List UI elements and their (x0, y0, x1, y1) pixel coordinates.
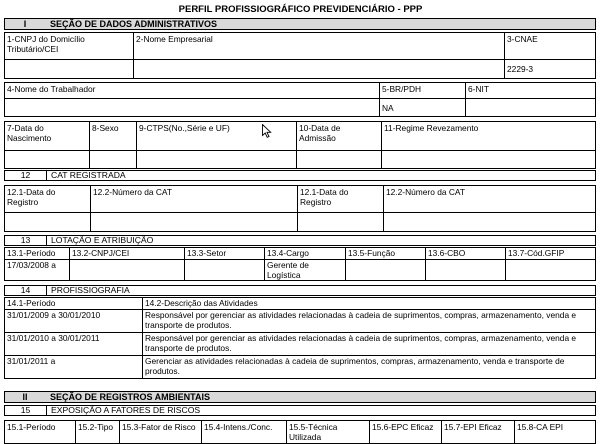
exposicao-label: EXPOSIÇÃO A FATORES DE RISCOS (51, 405, 201, 415)
prof-row-2-descricao: Responsável por gerenciar as atividades relacionadas à cadeia de suprimentos, compras, armazenamento, venda e transporte de produtos. (142, 332, 596, 356)
cat-data-registro-1-value[interactable] (4, 212, 91, 232)
lotacao-label: LOTAÇÃO E ATRIBUIÇÃO (51, 235, 154, 245)
exposicao-col-fator-risco: 15.3-Fator de Risco (119, 420, 202, 444)
section-1-header (4, 18, 596, 30)
ctps-value[interactable] (136, 150, 297, 169)
document-title: PERFIL PROFISSIOGRÁFICO PREVIDENCIÁRIO - PPP (178, 4, 423, 15)
section-1-number: I (23, 19, 27, 29)
data-nascimento-label: 7-Data do Nascimento (4, 121, 90, 151)
cat-data-registro-1-label: 12.1-Data do Registro (4, 185, 91, 213)
lotacao-col-setor: 13.3-Setor (184, 247, 265, 260)
mouse-cursor-icon (262, 124, 272, 138)
section-1-label: SEÇÃO DE DADOS ADMINISTRATIVOS (50, 19, 218, 29)
nome-empresarial-label: 2-Nome Empresarial (133, 32, 505, 60)
prof-row-1-descricao: Responsável por gerenciar as atividades relacionadas à cadeia de suprimentos, compras, armazenamento, venda e transporte de produtos. (142, 309, 596, 333)
data-admissao-value[interactable] (296, 150, 382, 169)
lotacao-gfip-value[interactable] (505, 259, 596, 281)
nit-label: 6-NIT (465, 82, 596, 99)
lotacao-col-gfip: 13.7-Cód.GFIP (505, 247, 596, 260)
cat-number: 12 (5, 171, 47, 180)
prof-row-1-periodo: 31/01/2009 a 30/01/2010 (4, 309, 143, 333)
lotacao-cbo-value[interactable] (425, 259, 506, 281)
section-2-label: SEÇÃO DE REGISTROS AMBIENTAIS (50, 392, 211, 402)
br-pdh-label: 5-BR/PDH (379, 82, 466, 99)
prof-col-periodo: 14.1-Período (4, 297, 143, 310)
lotacao-col-periodo: 13.1-Período (4, 247, 70, 260)
regime-revezamento-value[interactable] (381, 150, 596, 169)
profissiografia-header (4, 285, 596, 296)
cat-data-registro-2-label: 12.1-Data do Registro (297, 185, 384, 213)
profissiografia-label: PROFISSIOGRAFIA (51, 285, 130, 295)
exposicao-col-tecnica: 15.5-Técnica Utilizada (286, 420, 370, 444)
exposicao-col-tipo: 15.2-Tipo (75, 420, 120, 444)
lotacao-header (4, 235, 596, 246)
cat-numero-2-label: 12.2-Número da CAT (383, 185, 596, 213)
cat-data-registro-2-value[interactable] (297, 212, 384, 232)
prof-row-3-periodo: 31/01/2011 a (4, 355, 143, 379)
cat-header (4, 170, 596, 181)
exposicao-col-epc: 15.6-EPC Eficaz (369, 420, 442, 444)
nome-trabalhador-label: 4-Nome do Trabalhador (4, 82, 380, 99)
data-nascimento-value[interactable] (4, 150, 90, 169)
sexo-label: 8-Sexo (89, 121, 137, 151)
exposicao-header (4, 405, 596, 416)
nome-trabalhador-value[interactable] (4, 98, 380, 117)
regime-revezamento-label: 11-Regime Revezamento (381, 121, 596, 151)
ctps-label: 9-CTPS(No.,Série e UF) (136, 121, 297, 151)
lotacao-periodo-value: 17/03/2008 a (4, 259, 70, 281)
lotacao-cargo-value: Gerente de Logística (264, 259, 346, 281)
exposicao-col-ca-epi: 15.8-CA EPI (514, 420, 596, 444)
lotacao-col-funcao: 13.5-Função (345, 247, 426, 260)
lotacao-col-cargo: 13.4-Cargo (264, 247, 346, 260)
exposicao-col-intensidade: 15.4-Intens./Conc. (201, 420, 287, 444)
prof-row-2-periodo: 31/01/2010 a 30/01/2011 (4, 332, 143, 356)
section-2-number: II (22, 392, 28, 402)
prof-row-3-descricao: Gerenciar as atividades relacionadas à cadeia de suprimentos, compras, armazenamento, venda e transporte de produtos. (142, 355, 596, 379)
br-pdh-value: NA (379, 98, 466, 117)
lotacao-number: 13 (5, 236, 47, 245)
nome-empresarial-value[interactable] (133, 59, 505, 79)
nit-value[interactable] (465, 98, 596, 117)
cat-label: CAT REGISTRADA (51, 170, 126, 180)
cat-numero-1-label: 12.2-Número da CAT (90, 185, 298, 213)
exposicao-number: 15 (5, 406, 47, 415)
exposicao-col-epi: 15.7-EPI Eficaz (441, 420, 515, 444)
cnae-label: 3-CNAE (504, 32, 596, 60)
cat-numero-2-value[interactable] (383, 212, 596, 232)
cnpj-value[interactable] (4, 59, 134, 79)
lotacao-setor-value[interactable] (184, 259, 265, 281)
cnae-value: 2229-3 (504, 59, 596, 79)
lotacao-cnpj-value[interactable] (69, 259, 185, 281)
cnpj-label: 1-CNPJ do Domicílio Tributário/CEI (4, 32, 134, 60)
lotacao-col-cnpj: 13.2-CNPJ/CEI (69, 247, 185, 260)
sexo-value[interactable] (89, 150, 137, 169)
lotacao-col-cbo: 13.6-CBO (425, 247, 506, 260)
data-admissao-label: 10-Data de Admissão (296, 121, 382, 151)
cat-numero-1-value[interactable] (90, 212, 298, 232)
exposicao-col-periodo: 15.1-Período (4, 420, 76, 444)
lotacao-funcao-value[interactable] (345, 259, 426, 281)
prof-col-descricao: 14.2-Descrição das Atividades (142, 297, 596, 310)
section-2-header (4, 391, 596, 403)
profissiografia-number: 14 (5, 286, 47, 295)
